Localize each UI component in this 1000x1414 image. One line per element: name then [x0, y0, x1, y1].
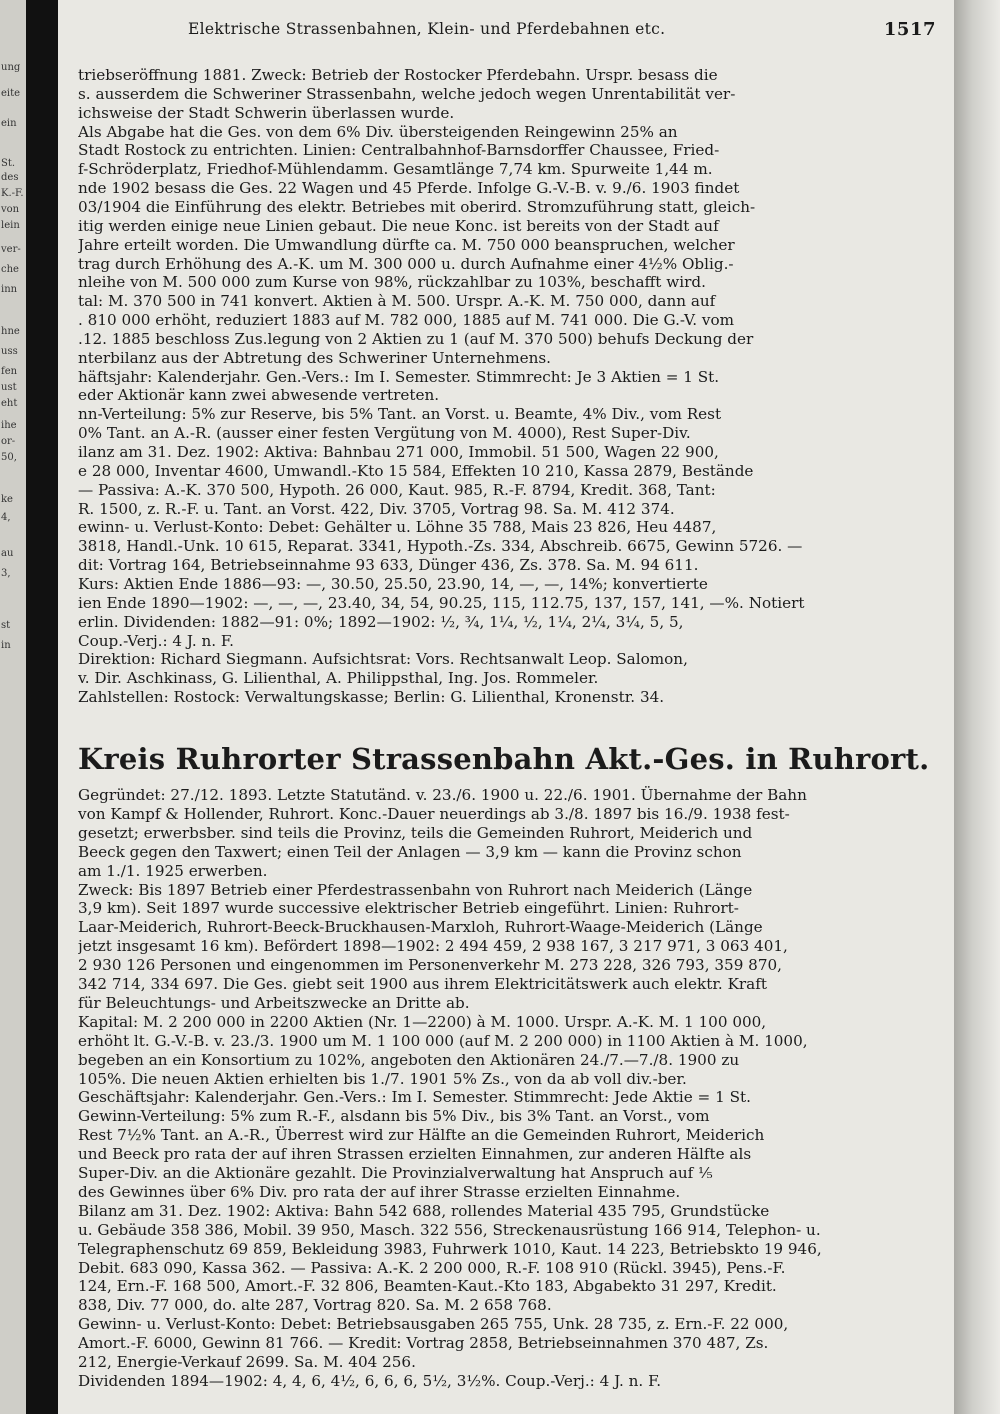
- text-line: Direktion: Richard Siegmann. Aufsichtsrat: Vors. Rechtsanwalt Leop. Salomon,: [78, 650, 688, 669]
- text-line: R. 1500, z. R.-F. u. Tant. an Vorst. 422, Div. 3705, Vortrag 98. Sa. M. 412 374.: [78, 499, 675, 518]
- text-line: 3818, Handl.-Unk. 10 615, Reparat. 3341, Hypoth.-Zs. 334, Abschreib. 6675, Gewinn 5726. —: [78, 537, 803, 556]
- fragment-text: lein: [1, 220, 20, 231]
- text-line: 124, Ern.-F. 168 500, Amort.-F. 32 806, Beamten-Kaut.-Kto 183, Abgabekto 31 297, Kredit.: [78, 1277, 777, 1296]
- fragment-text: au: [1, 548, 14, 559]
- text-line: häftsjahr: Kalenderjahr. Gen.-Vers.: Im I. Semester. Stimmrecht: Je 3 Aktien = 1 St.: [78, 367, 720, 386]
- text-line: Gewinn-Verteilung: 5% zum R.-F., alsdann bis 5% Div., bis 3% Tant. an Vorst., vom: [78, 1107, 710, 1126]
- fragment-text: inn: [1, 284, 18, 295]
- text-line: Dividenden 1894—1902: 4, 4, 6, 4½, 6, 6, 6, 5½, 3½%. Coup.-Verj.: 4 J. n. F.: [78, 1371, 662, 1390]
- text-line: Geschäftsjahr: Kalenderjahr. Gen.-Vers.: Im I. Semester. Stimmrecht: Jede Aktie = 1 St.: [78, 1088, 751, 1107]
- text-line: Stadt Rostock zu entrichten. Linien: Centralbahnhof-Barnsdorffer Chaussee, Fried-: [78, 141, 720, 160]
- text-line: s. ausserdem die Schweriner Strassenbahn, welche jedoch wegen Unrentabilität ver-: [78, 84, 736, 103]
- text-line: 212, Energie-Verkauf 2699. Sa. M. 404 256.: [78, 1353, 416, 1371]
- text-line: — Passiva: A.-K. 370 500, Hypoth. 26 000, Kaut. 985, R.-F. 8794, Kredit. 368, Tant:: [78, 480, 716, 499]
- running-title: Elektrische Strassenbahnen, Klein- und Pferdebahnen etc.: [188, 20, 666, 38]
- fragment-text: fen: [1, 366, 18, 377]
- fragment-text: ver-: [1, 244, 21, 255]
- text-line: Jahre erteilt worden. Die Umwandlung dürfte ca. M. 750 000 beanspruchen, welcher: [78, 235, 735, 254]
- fragment-text: ein: [1, 118, 17, 129]
- text-line: des Gewinnes über 6% Div. pro rata der auf ihrer Strasse erzielten Einnahme.: [78, 1182, 681, 1201]
- fragment-text: or-: [1, 436, 16, 447]
- fragment-text: ihe: [1, 420, 17, 431]
- text-line: Amort.-F. 6000, Gewinn 81 766. — Kredit: Vortrag 2858, Betriebseinnahmen 370 487, Zs.: [78, 1334, 769, 1353]
- text-line: Super-Div. an die Aktionäre gezahlt. Die Provinzialverwaltung hat Anspruch auf ⅕: [78, 1164, 713, 1182]
- text-line: itig werden einige neue Linien gebaut. Die neue Konc. ist bereits von der Stadt auf: [78, 216, 719, 235]
- text-line: Bilanz am 31. Dez. 1902: Aktiva: Bahn 542 688, rollendes Material 435 795, Grundstücke: [78, 1201, 770, 1220]
- text-line: Kurs: Aktien Ende 1886—93: —, 30.50, 25.50, 23.90, 14, —, —, 14%; konvertierte: [78, 574, 708, 593]
- text-line: Rest 7½% Tant. an A.-R., Überrest wird zur Hälfte an die Gemeinden Ruhrort, Meiderich: [78, 1126, 765, 1145]
- fragment-text: ust: [1, 382, 17, 393]
- text-line: jetzt insgesamt 16 km). Befördert 1898—1902: 2 494 459, 2 938 167, 3 217 971, 3 063 401,: [78, 937, 788, 956]
- text-line: Gewinn- u. Verlust-Konto: Debet: Betriebsausgaben 265 755, Unk. 28 735, z. Ern.-F. 22 000,: [78, 1315, 789, 1334]
- text-line: Telegraphenschutz 69 859, Bekleidung 3983, Fuhrwerk 1010, Kaut. 14 223, Betriebskto 19 946,: [78, 1239, 822, 1258]
- running-head: [58, 20, 938, 46]
- text-line: 3,9 km). Seit 1897 wurde successive elektrischer Betrieb eingeführt. Linien: Ruhrort-: [78, 899, 739, 918]
- text-line: Laar-Meiderich, Ruhrort-Beeck-Bruckhausen-Marxloh, Ruhrort-Waage-Meiderich (Länge: [78, 918, 763, 937]
- text-line: ichsweise der Stadt Schwerin überlassen wurde.: [78, 103, 455, 122]
- fragment-text: K.-F.: [1, 188, 24, 199]
- text-line: ien Ende 1890—1902: —, —, —, 23.40, 34, 54, 90.25, 115, 112.75, 137, 157, 141, —%. Notiert: [78, 593, 805, 612]
- binding-gutter: [26, 0, 58, 1414]
- fragment-text: uss: [1, 346, 18, 357]
- text-line: nde 1902 besass die Ges. 22 Wagen und 45 Pferde. Infolge G.-V.-B. v. 9./6. 1903 findet: [78, 179, 740, 198]
- fragment-text: des: [1, 172, 19, 183]
- text-line: Zahlstellen: Rostock: Verwaltungskasse; Berlin: G. Lilienthal, Kronenstr. 34.: [78, 688, 665, 707]
- text-line: ewinn- u. Verlust-Konto: Debet: Gehälter u. Löhne 35 788, Mais 23 826, Heu 4487,: [78, 518, 717, 537]
- text-line: und Beeck pro rata der auf ihren Strassen erzielten Einnahmen, zur anderen Hälfte als: [78, 1145, 752, 1164]
- text-line: Zweck: Bis 1897 Betrieb einer Pferdestrassenbahn von Ruhrort nach Meiderich (Länge: [78, 880, 753, 899]
- text-line: von Kampf & Hollender, Ruhrort. Konc.-Dauer neuerdings ab 3./8. 1897 bis 16./9. 1938 fest-: [78, 804, 790, 823]
- text-line: . 810 000 erhöht, reduziert 1883 auf M. 782 000, 1885 auf M. 741 000. Die G.-V. vom: [78, 311, 735, 330]
- text-line: ilanz am 31. Dez. 1902: Aktiva: Bahnbau 271 000, Immobil. 51 500, Wagen 22 900,: [78, 443, 719, 461]
- text-line: 105%. Die neuen Aktien erhielten bis 1./7. 1901 5% Zs., von da ab voll div.-ber.: [78, 1069, 687, 1088]
- fragment-text: 50,: [1, 452, 17, 463]
- page-number: 1517: [883, 19, 936, 40]
- text-line: Gegründet: 27./12. 1893. Letzte Statutänd. v. 23./6. 1900 u. 22./6. 1901. Übernahme der Bahn: [78, 786, 807, 804]
- text-line: Debit. 683 090, Kassa 362. — Passiva: A.-K. 2 200 000, R.-F. 108 910 (Rückl. 3945), Pens.-F.: [78, 1258, 786, 1277]
- page-edge: [954, 0, 1000, 1414]
- fragment-text: che: [1, 264, 19, 275]
- text-line: begeben an ein Konsortium zu 102%, angeboten den Aktionären 24./7.—7./8. 1900 zu: [78, 1050, 740, 1069]
- fragment-text: in: [1, 640, 11, 651]
- text-line: erlin. Dividenden: 1882—91: 0%; 1892—1902: ½, ¾, 1¼, ½, 1¼, 2¼, 3¼, 5, 5,: [78, 612, 684, 631]
- text-line: tal: M. 370 500 in 741 konvert. Aktien à M. 500. Urspr. A.-K. M. 750 000, dann auf: [78, 292, 716, 311]
- text-line: Coup.-Verj.: 4 J. n. F.: [78, 631, 234, 650]
- fragment-text: eite: [1, 88, 21, 99]
- text-line: Kapital: M. 2 200 000 in 2200 Aktien (Nr. 1—2200) à M. 1000. Urspr. A.-K. M. 1 100 000,: [78, 1012, 767, 1031]
- text-line: nn-Verteilung: 5% zur Reserve, bis 5% Tant. an Vorst. u. Beamte, 4% Div., vom Rest: [78, 405, 722, 424]
- fragment-text: von: [1, 204, 20, 215]
- text-line: 0% Tant. an A.-R. (ausser einer festen Vergütung von M. 4000), Rest Super-Div.: [78, 424, 691, 443]
- company-heading: Kreis Ruhrorter Strassenbahn Akt.-Ges. in Ruhrort.: [78, 742, 930, 776]
- text-line: gesetzt; erwerbsber. sind teils die Provinz, teils die Gemeinden Ruhrort, Meiderich und: [78, 823, 753, 842]
- fragment-text: 4,: [1, 512, 11, 523]
- fragment-text: hne: [1, 326, 20, 337]
- text-line: nterbilanz aus der Abtretung des Schweriner Unternehmens.: [78, 348, 552, 367]
- text-line: erhöht lt. G.-V.-B. v. 23./3. 1900 um M. 1 100 000 (auf M. 2 200 000) in 1100 Aktien à M. 1000,: [78, 1031, 808, 1050]
- text-line: dit: Vortrag 164, Betriebseinnahme 93 633, Dünger 436, Zs. 378. Sa. M. 94 611.: [78, 556, 699, 575]
- text-line: .12. 1885 beschloss Zus.legung von 2 Aktien zu 1 (auf M. 370 500) behufs Deckung der: [78, 329, 754, 348]
- text-line: am 1./1. 1925 erwerben.: [78, 861, 268, 880]
- fragment-text: 3,: [1, 568, 11, 579]
- fragment-text: st: [1, 620, 11, 631]
- text-line: nleihe von M. 500 000 zum Kurse von 98%, rückzahlbar zu 103%, beschafft wird.: [78, 273, 706, 292]
- text-line: eder Aktionär kann zwei abwesende vertreten.: [78, 386, 440, 405]
- text-line: f-Schröderplatz, Friedhof-Mühlendamm. Gesamtlänge 7,74 km. Spurweite 1,44 m.: [78, 160, 713, 179]
- text-line: e 28 000, Inventar 4600, Umwandl.-Kto 15 584, Effekten 10 210, Kassa 2879, Bestände: [78, 461, 754, 480]
- text-line: triebseröffnung 1881. Zweck: Betrieb der Rostocker Pferdebahn. Urspr. besass die: [78, 66, 718, 84]
- document-page: [58, 0, 954, 1414]
- fragment-text: ung: [1, 62, 21, 73]
- text-line: v. Dir. Aschkinass, G. Lilienthal, A. Philippsthal, Ing. Jos. Rommeler.: [78, 669, 599, 688]
- fragment-text: St.: [1, 158, 16, 169]
- text-line: u. Gebäude 358 386, Mobil. 39 950, Masch. 322 556, Streckenausrüstung 166 914, Telephon- u.: [78, 1220, 821, 1239]
- fragment-text: ke: [1, 494, 13, 505]
- text-line: 2 930 126 Personen und eingenommen im Personenverkehr M. 273 228, 326 793, 359 870,: [78, 956, 783, 975]
- fragment-text: eht: [1, 398, 18, 409]
- adjacent-page-fragment: [0, 0, 26, 1414]
- text-line: trag durch Erhöhung des A.-K. um M. 300 000 u. durch Aufnahme einer 4½% Oblig.-: [78, 254, 734, 273]
- text-line: 838, Div. 77 000, do. alte 287, Vortrag 820. Sa. M. 2 658 768.: [78, 1296, 552, 1315]
- text-line: 342 714, 334 697. Die Ges. giebt seit 1900 aus ihrem Elektricitätswerk auch elektr. Kraft: [78, 975, 767, 993]
- text-line: Als Abgabe hat die Ges. von dem 6% Div. übersteigenden Reingewinn 25% an: [78, 122, 678, 141]
- text-line: Beeck gegen den Taxwert; einen Teil der Anlagen — 3,9 km — kann die Provinz schon: [78, 842, 742, 861]
- text-line: 03/1904 die Einführung des elektr. Betriebes mit oberird. Stromzuführung statt, gleich-: [78, 197, 756, 216]
- text-line: für Beleuchtungs- und Arbeitszwecke an Dritte ab.: [78, 993, 470, 1012]
